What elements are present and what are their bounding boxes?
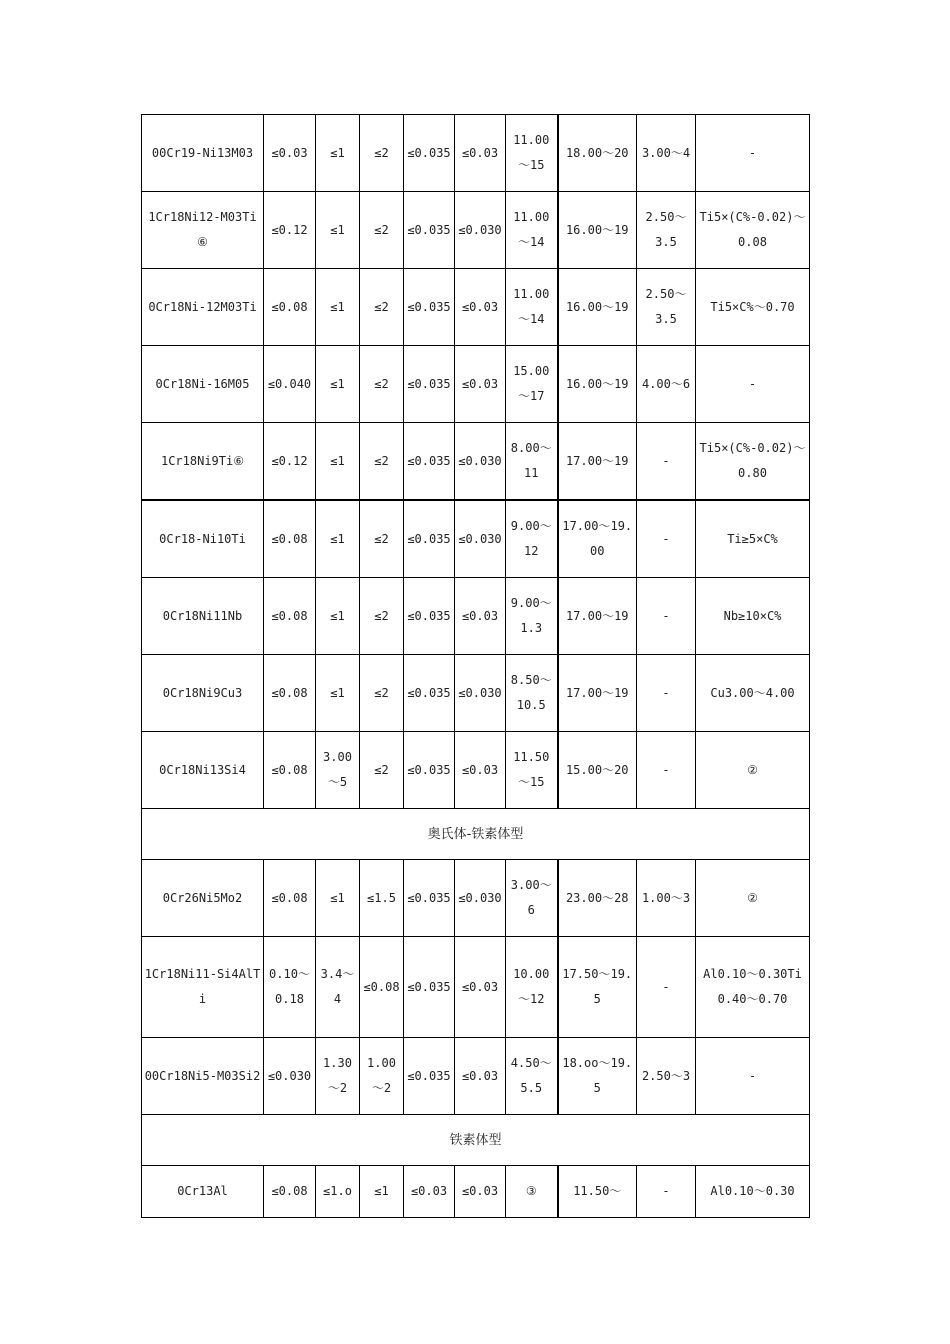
cell-grade: 1Cr18Ni11-Si4AlTi bbox=[142, 937, 264, 1038]
cell-grade: 1Cr18Ni12-M03Ti⑥ bbox=[142, 192, 264, 269]
cell-cr: 23.00～28 bbox=[558, 860, 637, 937]
section-row bbox=[142, 809, 810, 860]
cell-cr: 11.50～ bbox=[558, 1166, 637, 1218]
cell-mo: - bbox=[637, 578, 696, 655]
cell-ni: 11.50～15 bbox=[506, 732, 558, 809]
cell-c: ≤0.03 bbox=[264, 115, 316, 192]
cell-other: Ti≥5×C% bbox=[696, 500, 810, 578]
cell-c: ≤0.08 bbox=[264, 269, 316, 346]
cell-si: 3.00～5 bbox=[316, 732, 360, 809]
cell-ni: 15.00～17 bbox=[506, 346, 558, 423]
cell-s: ≤0.03 bbox=[455, 1166, 506, 1218]
cell-si: ≤1 bbox=[316, 192, 360, 269]
cell-ni: 8.50～10.5 bbox=[506, 655, 558, 732]
cell-mo: - bbox=[637, 500, 696, 578]
table-row bbox=[142, 578, 810, 655]
cell-c: ≤0.08 bbox=[264, 732, 316, 809]
cell-s: ≤0.03 bbox=[455, 346, 506, 423]
cell-c: ≤0.08 bbox=[264, 1166, 316, 1218]
cell-cr: 16.00～19 bbox=[558, 269, 637, 346]
cell-mn: ≤1 bbox=[360, 1166, 404, 1218]
cell-mn: ≤1.5 bbox=[360, 860, 404, 937]
cell-si: ≤1 bbox=[316, 860, 360, 937]
cell-other: Nb≥10×C% bbox=[696, 578, 810, 655]
cell-grade: 0Cr13Al bbox=[142, 1166, 264, 1218]
cell-mn: ≤2 bbox=[360, 269, 404, 346]
cell-s: ≤0.03 bbox=[455, 578, 506, 655]
cell-grade: 0Cr18Ni9Cu3 bbox=[142, 655, 264, 732]
cell-si: 1.30～2 bbox=[316, 1038, 360, 1115]
cell-mo: - bbox=[637, 732, 696, 809]
cell-s: ≤0.03 bbox=[455, 269, 506, 346]
cell-c: ≤0.040 bbox=[264, 346, 316, 423]
cell-mo: 4.00～6 bbox=[637, 346, 696, 423]
cell-mn: ≤2 bbox=[360, 346, 404, 423]
cell-cr: 16.00～19 bbox=[558, 192, 637, 269]
cell-mn: ≤2 bbox=[360, 423, 404, 501]
cell-p: ≤0.035 bbox=[404, 115, 455, 192]
cell-mn: ≤2 bbox=[360, 578, 404, 655]
table-row bbox=[142, 423, 810, 501]
cell-mn: ≤0.08 bbox=[360, 937, 404, 1038]
cell-other: - bbox=[696, 115, 810, 192]
cell-ni: 11.00～14 bbox=[506, 269, 558, 346]
cell-ni: 11.00～14 bbox=[506, 192, 558, 269]
cell-ni: 3.00～6 bbox=[506, 860, 558, 937]
cell-s: ≤0.030 bbox=[455, 860, 506, 937]
cell-cr: 17.00～19.00 bbox=[558, 500, 637, 578]
cell-s: ≤0.03 bbox=[455, 937, 506, 1038]
cell-cr: 18.00～20 bbox=[558, 115, 637, 192]
cell-si: ≤1 bbox=[316, 115, 360, 192]
table-row bbox=[142, 655, 810, 732]
cell-mo: - bbox=[637, 937, 696, 1038]
table-row bbox=[142, 1038, 810, 1115]
cell-grade: 0Cr18-Ni10Ti bbox=[142, 500, 264, 578]
cell-cr: 17.00～19 bbox=[558, 578, 637, 655]
cell-mo: 3.00～4 bbox=[637, 115, 696, 192]
cell-mo: 2.50～3 bbox=[637, 1038, 696, 1115]
cell-si: ≤1 bbox=[316, 423, 360, 501]
cell-p: ≤0.035 bbox=[404, 578, 455, 655]
cell-mn: ≤2 bbox=[360, 115, 404, 192]
cell-mo: 1.00～3 bbox=[637, 860, 696, 937]
cell-c: ≤0.12 bbox=[264, 192, 316, 269]
table-row bbox=[142, 500, 810, 578]
table-row bbox=[142, 1166, 810, 1218]
cell-c: ≤0.08 bbox=[264, 860, 316, 937]
cell-p: ≤0.035 bbox=[404, 346, 455, 423]
cell-s: ≤0.030 bbox=[455, 192, 506, 269]
cell-si: ≤1 bbox=[316, 269, 360, 346]
cell-si: ≤1 bbox=[316, 655, 360, 732]
cell-p: ≤0.03 bbox=[404, 1166, 455, 1218]
cell-other: Ti5×C%～0.70 bbox=[696, 269, 810, 346]
table-row bbox=[142, 732, 810, 809]
table-row bbox=[142, 269, 810, 346]
cell-p: ≤0.035 bbox=[404, 732, 455, 809]
cell-cr: 15.00～20 bbox=[558, 732, 637, 809]
table-row bbox=[142, 346, 810, 423]
cell-ni: 10.00～12 bbox=[506, 937, 558, 1038]
cell-si: ≤1 bbox=[316, 578, 360, 655]
cell-s: ≤0.03 bbox=[455, 1038, 506, 1115]
table-row bbox=[142, 860, 810, 937]
cell-p: ≤0.035 bbox=[404, 500, 455, 578]
cell-cr: 17.00～19 bbox=[558, 423, 637, 501]
cell-grade: 0Cr18Ni13Si4 bbox=[142, 732, 264, 809]
composition-table bbox=[141, 114, 810, 1218]
cell-grade: 0Cr18Ni11Nb bbox=[142, 578, 264, 655]
cell-si: ≤1 bbox=[316, 500, 360, 578]
cell-p: ≤0.035 bbox=[404, 937, 455, 1038]
cell-s: ≤0.03 bbox=[455, 732, 506, 809]
cell-grade: 0Cr18Ni-12M03Ti bbox=[142, 269, 264, 346]
cell-c: ≤0.08 bbox=[264, 578, 316, 655]
cell-mo: - bbox=[637, 423, 696, 501]
cell-p: ≤0.035 bbox=[404, 655, 455, 732]
cell-mn: ≤2 bbox=[360, 655, 404, 732]
cell-p: ≤0.035 bbox=[404, 423, 455, 501]
cell-other: Cu3.00～4.00 bbox=[696, 655, 810, 732]
cell-p: ≤0.035 bbox=[404, 192, 455, 269]
cell-grade: 0Cr18Ni-16M05 bbox=[142, 346, 264, 423]
cell-s: ≤0.030 bbox=[455, 423, 506, 501]
cell-c: ≤0.12 bbox=[264, 423, 316, 501]
cell-other: Al0.10～0.30Ti0.40～0.70 bbox=[696, 937, 810, 1038]
table-row bbox=[142, 115, 810, 192]
cell-ni: 11.00～15 bbox=[506, 115, 558, 192]
cell-mo: 2.50～3.5 bbox=[637, 192, 696, 269]
cell-other: Al0.10～0.30 bbox=[696, 1166, 810, 1218]
cell-cr: 17.50～19.5 bbox=[558, 937, 637, 1038]
cell-c: ≤0.030 bbox=[264, 1038, 316, 1115]
cell-other: ② bbox=[696, 732, 810, 809]
cell-grade: 0Cr26Ni5Mo2 bbox=[142, 860, 264, 937]
cell-c: ≤0.08 bbox=[264, 655, 316, 732]
cell-cr: 17.00～19 bbox=[558, 655, 637, 732]
cell-ni: 9.00～12 bbox=[506, 500, 558, 578]
table-row bbox=[142, 192, 810, 269]
cell-si: ≤1 bbox=[316, 346, 360, 423]
cell-s: ≤0.030 bbox=[455, 500, 506, 578]
cell-s: ≤0.030 bbox=[455, 655, 506, 732]
table-row bbox=[142, 937, 810, 1038]
cell-ni: 4.50～5.5 bbox=[506, 1038, 558, 1115]
cell-grade: 00Cr18Ni5-M03Si2 bbox=[142, 1038, 264, 1115]
cell-cr: 16.00～19 bbox=[558, 346, 637, 423]
table-body bbox=[142, 115, 810, 1218]
cell-mo: - bbox=[637, 655, 696, 732]
cell-ni: 9.00～1.3 bbox=[506, 578, 558, 655]
cell-s: ≤0.03 bbox=[455, 115, 506, 192]
section-title: 铁素体型 bbox=[142, 1115, 810, 1166]
cell-mo: 2.50～3.5 bbox=[637, 269, 696, 346]
cell-c: 0.10～0.18 bbox=[264, 937, 316, 1038]
cell-si: ≤1.o bbox=[316, 1166, 360, 1218]
cell-other: - bbox=[696, 346, 810, 423]
cell-cr: 18.oo～19.5 bbox=[558, 1038, 637, 1115]
cell-other: - bbox=[696, 1038, 810, 1115]
cell-p: ≤0.035 bbox=[404, 269, 455, 346]
cell-mn: ≤2 bbox=[360, 732, 404, 809]
cell-other: Ti5×(C%-0.02)～0.08 bbox=[696, 192, 810, 269]
cell-ni: 8.00～11 bbox=[506, 423, 558, 501]
cell-other: ② bbox=[696, 860, 810, 937]
cell-c: ≤0.08 bbox=[264, 500, 316, 578]
cell-si: 3.4～4 bbox=[316, 937, 360, 1038]
cell-mn: 1.00～2 bbox=[360, 1038, 404, 1115]
cell-grade: 00Cr19-Ni13M03 bbox=[142, 115, 264, 192]
section-row bbox=[142, 1115, 810, 1166]
cell-mn: ≤2 bbox=[360, 500, 404, 578]
cell-mn: ≤2 bbox=[360, 192, 404, 269]
cell-grade: 1Cr18Ni9Ti⑥ bbox=[142, 423, 264, 501]
cell-mo: - bbox=[637, 1166, 696, 1218]
cell-other: Ti5×(C%-0.02)～0.80 bbox=[696, 423, 810, 501]
section-title: 奥氏体-铁素体型 bbox=[142, 809, 810, 860]
cell-p: ≤0.035 bbox=[404, 1038, 455, 1115]
cell-ni: ③ bbox=[506, 1166, 558, 1218]
cell-p: ≤0.035 bbox=[404, 860, 455, 937]
